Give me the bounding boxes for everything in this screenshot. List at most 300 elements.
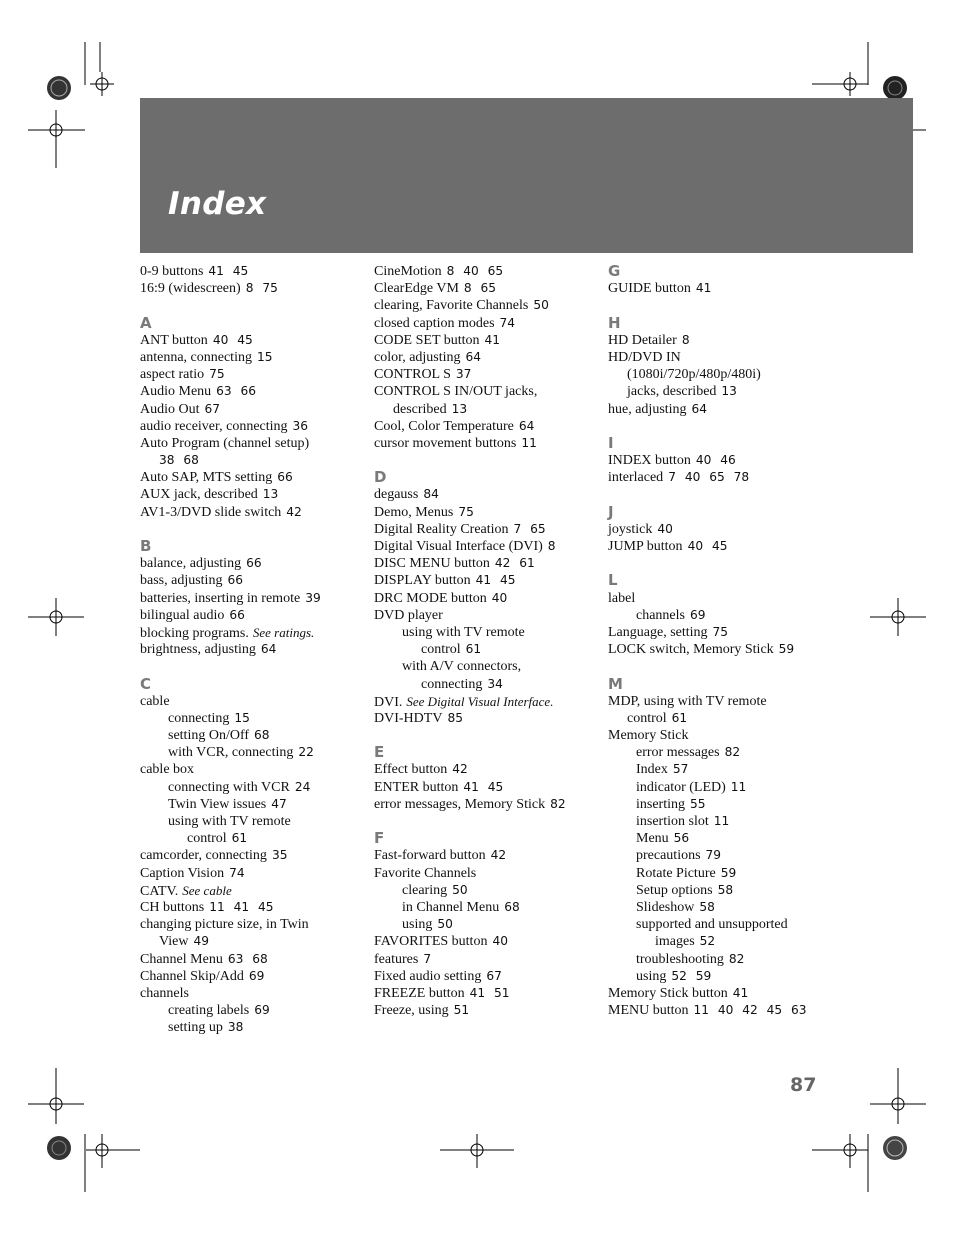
entry-page-refs: 38 68 [159, 453, 199, 468]
index-column-1 [140, 263, 372, 1036]
entry-term: Rotate Picture [636, 865, 716, 881]
section-letter-i: I [608, 433, 614, 452]
section-letter-m: M [608, 674, 623, 693]
index-entry [374, 263, 606, 280]
entry-page-refs: 82 [724, 745, 741, 760]
entry-term: in Channel Menu [402, 899, 500, 915]
entry-term: jacks, described [627, 384, 717, 400]
entry-term: MDP, using with TV remote [608, 693, 767, 709]
entry-term: DISC MENU button [374, 556, 490, 572]
entry-term: HD/DVD IN [608, 349, 681, 365]
entry-page-refs: 13 [262, 487, 279, 502]
index-entry [608, 985, 840, 1002]
entry-page-refs: 42 61 [494, 556, 535, 571]
entry-term: Auto SAP, MTS setting [140, 470, 273, 486]
entry-term: control [421, 642, 461, 658]
entry-term: color, adjusting [374, 349, 461, 365]
index-entry [374, 280, 606, 297]
entry-page-refs: 69 [689, 607, 706, 622]
entry-page-refs: 7 [423, 951, 432, 966]
index-entry [140, 624, 372, 641]
entry-term: Favorite Channels [374, 865, 477, 881]
index-entry [608, 933, 840, 950]
entry-page-refs: 52 59 [671, 968, 712, 983]
entry-see-reference: See cable [182, 882, 232, 898]
entry-term: Channel Skip/Add [140, 968, 244, 984]
index-entry [374, 865, 606, 882]
entry-page-refs: 69 [248, 968, 265, 983]
index-entry [374, 779, 606, 796]
index-entry [140, 555, 372, 572]
entry-page-refs: 64 [691, 401, 708, 416]
index-entry [374, 418, 606, 435]
entry-term: aspect ratio [140, 367, 205, 383]
entry-page-refs: 49 [193, 934, 209, 949]
index-entry [140, 486, 372, 503]
entry-page-refs: 38 [227, 1020, 244, 1035]
index-entry [140, 469, 372, 486]
entry-page-refs: 66 [246, 556, 262, 571]
index-entry [140, 418, 372, 435]
index-entry [140, 504, 372, 521]
entry-term: interlaced [608, 470, 664, 486]
index-entry [374, 916, 606, 933]
entry-term: Effect button [374, 762, 448, 778]
index-entry [608, 641, 840, 658]
entry-page-refs: 8 65 [463, 281, 497, 296]
index-entry [140, 263, 372, 280]
index-entry [608, 744, 840, 761]
entry-page-refs: 58 [717, 882, 734, 897]
index-entry [608, 1002, 840, 1019]
entry-term: features [374, 951, 419, 967]
index-entry [140, 916, 372, 933]
entry-page-refs: 66 [229, 607, 245, 622]
entry-page-refs: 42 [286, 504, 302, 519]
section-letter-f: F [374, 829, 385, 848]
entry-page-refs: 58 [699, 899, 715, 914]
index-entry [140, 401, 372, 418]
entry-page-refs: 50 [452, 882, 468, 897]
section-letter-d: D [374, 468, 387, 487]
entry-term: Fixed audio setting [374, 968, 482, 984]
entry-term: indicator (LED) [636, 779, 726, 795]
index-entry [374, 1002, 606, 1019]
entry-term: 16:9 (widescreen) [140, 281, 241, 297]
entry-page-refs: 51 [453, 1003, 470, 1018]
entry-page-refs: 41 45 [463, 779, 504, 794]
entry-page-refs: 41 45 [475, 573, 516, 588]
entry-term: error messages, Memory Stick [374, 796, 546, 812]
entry-term: clearing [402, 882, 448, 898]
entry-page-refs: 74 [229, 865, 245, 880]
entry-page-refs: 75 [458, 504, 474, 519]
entry-term: with A/V connectors, [402, 659, 522, 675]
section-letter-b: B [140, 537, 152, 555]
entry-term: creating labels [168, 1003, 250, 1019]
entry-page-refs: 64 [518, 418, 535, 433]
entry-page-refs: 11 40 42 45 63 [693, 1003, 807, 1018]
entry-page-refs: 8 75 [245, 281, 278, 296]
entry-term: Auto Program (channel setup) [140, 435, 310, 451]
index-entry [140, 572, 372, 589]
index-entry [608, 538, 840, 555]
section-letter-h: H [608, 313, 621, 332]
entry-page-refs: 66 [277, 470, 293, 485]
index-entry [374, 297, 606, 314]
index-entry [374, 332, 606, 349]
entry-page-refs: 40 45 [687, 539, 728, 553]
index-entry [374, 538, 606, 555]
entry-term: AV1-3/DVD slide switch [140, 504, 282, 520]
entry-term: bilingual audio [140, 607, 225, 623]
index-entry [608, 865, 840, 882]
entry-page-refs: 63 68 [227, 951, 268, 966]
entry-term: Demo, Menus [374, 504, 454, 520]
index-entry [140, 744, 372, 761]
entry-page-refs: 50 [437, 917, 453, 932]
index-entry [140, 366, 372, 383]
entry-term: using [402, 917, 433, 933]
entry-page-refs: 79 [705, 848, 722, 863]
index-entry [140, 882, 372, 899]
entry-term: cable box [140, 762, 195, 778]
index-entry [374, 315, 606, 332]
entry-term: control [187, 831, 227, 847]
entry-page-refs: 13 [721, 384, 737, 399]
entry-term: ClearEdge VM [374, 281, 459, 297]
index-entry [374, 555, 606, 572]
entry-page-refs: 74 [499, 315, 516, 330]
entry-term: joystick [608, 521, 653, 537]
section-letter-c: C [140, 674, 152, 693]
entry-term: channels [140, 985, 189, 1001]
entry-term: 0-9 buttons [140, 264, 204, 279]
entry-term: ENTER button [374, 779, 459, 795]
entry-term: camcorder, connecting [140, 848, 267, 864]
entry-term: degauss [374, 487, 419, 503]
index-entry [140, 383, 372, 400]
index-entry [374, 693, 606, 710]
index-entry [140, 761, 372, 778]
index-entry [374, 658, 606, 675]
entry-term: brightness, adjusting [140, 642, 256, 658]
entry-see-reference: See ratings. [252, 624, 315, 640]
entry-page-refs: 63 66 [216, 384, 257, 399]
entry-term: Menu [636, 831, 669, 847]
index-entry [374, 933, 606, 950]
entry-page-refs: 47 [271, 796, 287, 811]
entry-term: Channel Menu [140, 951, 223, 967]
index-entry [374, 847, 606, 864]
entry-term: control [627, 710, 667, 726]
entry-term: connecting [421, 676, 483, 692]
entry-term: GUIDE button [608, 281, 691, 297]
entry-page-refs: 40 46 [695, 453, 736, 468]
index-entry [140, 1002, 372, 1019]
index-entry [374, 401, 606, 418]
entry-page-refs: 82 [728, 951, 745, 966]
index-entry [608, 796, 840, 813]
entry-term: CineMotion [374, 264, 442, 279]
index-entry [374, 796, 606, 813]
entry-term: connecting with VCR [168, 779, 290, 795]
entry-page-refs: 41 [695, 281, 712, 296]
index-entry [608, 813, 840, 830]
entry-page-refs: 61 [671, 710, 688, 725]
entry-page-refs: 34 [487, 676, 503, 691]
index-entry [608, 830, 840, 847]
index-entry [374, 882, 606, 899]
index-entry [374, 504, 606, 521]
index-entry [140, 779, 372, 796]
entry-page-refs: 8 [681, 332, 690, 347]
entry-see-reference: See Digital Visual Interface. [406, 693, 554, 709]
index-entry [374, 676, 606, 693]
entry-term: LOCK switch, Memory Stick [608, 642, 774, 658]
entry-page-refs: 39 [305, 590, 321, 605]
index-entry [374, 435, 606, 452]
entry-page-refs: 40 [657, 521, 673, 536]
index-entry [374, 624, 606, 641]
entry-term: Caption Vision [140, 865, 225, 881]
entry-page-refs: 36 [292, 418, 309, 433]
entry-page-refs: 75 [712, 624, 729, 639]
entry-page-refs: 64 [260, 642, 277, 657]
index-entry [608, 779, 840, 796]
index-entry [608, 452, 840, 469]
index-entry [140, 813, 372, 830]
entry-term: Language, setting [608, 624, 708, 640]
index-entry [608, 332, 840, 349]
entry-page-refs: 69 [254, 1003, 270, 1018]
index-entry [374, 521, 606, 538]
index-entry [608, 693, 840, 710]
entry-term: FREEZE button [374, 985, 465, 1001]
entry-term: setting On/Off [168, 728, 250, 744]
index-column-2 [374, 263, 606, 1019]
index-entry [608, 899, 840, 916]
entry-page-refs: 85 [447, 710, 463, 725]
index-entry [608, 383, 840, 400]
index-entry [140, 865, 372, 882]
index-entry [140, 968, 372, 985]
entry-term: ANT button [140, 332, 208, 348]
entry-term: setting up [168, 1020, 223, 1036]
section-letter-j: J [608, 502, 614, 521]
index-entry [608, 847, 840, 864]
entry-term: audio receiver, connecting [140, 418, 288, 434]
index-entry [608, 727, 840, 744]
entry-term: FAVORITES button [374, 934, 488, 950]
entry-page-refs: 68 [504, 899, 520, 914]
index-entry [608, 521, 840, 538]
index-entry [608, 469, 840, 486]
entry-term: View [159, 934, 189, 950]
entry-page-refs: 75 [209, 367, 225, 382]
index-entry [608, 401, 840, 418]
entry-term: clearing, Favorite Channels [374, 298, 529, 314]
section-letter-g: G [608, 262, 621, 280]
entry-term: Twin View issues [168, 796, 267, 812]
entry-term: balance, adjusting [140, 556, 242, 572]
entry-term: CODE SET button [374, 332, 480, 348]
entry-page-refs: 41 [484, 332, 501, 347]
entry-term: described [393, 401, 447, 417]
entry-page-refs: 67 [204, 401, 221, 416]
entry-term: cable [140, 693, 170, 709]
index-entry [608, 710, 840, 727]
entry-term: bass, adjusting [140, 573, 223, 589]
entry-term: Setup options [636, 882, 713, 898]
index-entry [140, 933, 372, 950]
index-entry [608, 968, 840, 985]
index-entry [608, 916, 840, 933]
entry-term: antenna, connecting [140, 349, 252, 365]
entry-term: error messages [636, 745, 720, 761]
entry-term: closed caption modes [374, 315, 495, 331]
entry-page-refs: 56 [673, 831, 690, 846]
entry-page-refs: 15 [256, 349, 273, 364]
section-letter-a: A [140, 313, 152, 332]
index-entry [140, 830, 372, 847]
entry-term: Freeze, using [374, 1003, 449, 1019]
entry-term: Audio Menu [140, 384, 212, 400]
index-entry [374, 607, 606, 624]
entry-term: connecting [168, 710, 230, 726]
entry-term: hue, adjusting [608, 401, 687, 417]
entry-term: cursor movement buttons [374, 435, 517, 451]
entry-term: Digital Reality Creation [374, 521, 509, 537]
index-entry [140, 1019, 372, 1036]
entry-term: inserting [636, 796, 685, 812]
entry-page-refs: 42 [452, 762, 468, 777]
index-entry [140, 796, 372, 813]
entry-page-refs: 37 [455, 367, 472, 382]
entry-term: DVD player [374, 607, 443, 623]
entry-term: Index [636, 762, 668, 778]
entry-term: Fast-forward button [374, 848, 486, 864]
entry-page-refs: 68 [254, 728, 270, 743]
index-entry [608, 882, 840, 899]
index-entry [140, 452, 372, 469]
entry-term: channels [636, 607, 685, 623]
index-entry [608, 761, 840, 778]
entry-term: HD Detailer [608, 332, 677, 348]
index-entry [140, 710, 372, 727]
entry-page-refs: 35 [271, 848, 288, 863]
index-entry [608, 607, 840, 624]
entry-term: troubleshooting [636, 951, 724, 967]
entry-term: CH buttons [140, 899, 205, 915]
entry-page-refs: 11 [713, 814, 730, 828]
index-entry [608, 349, 840, 366]
entry-term: Digital Visual Interface (DVI) [374, 539, 543, 554]
index-entry [608, 280, 840, 297]
index-entry [140, 727, 372, 744]
entry-term: (1080i/720p/480p/480i) [627, 367, 761, 383]
entry-page-refs: 11 [521, 435, 537, 450]
index-entry [374, 951, 606, 968]
entry-term: batteries, inserting in remote [140, 590, 301, 606]
entry-term: label [608, 590, 636, 606]
entry-term: Audio Out [140, 401, 200, 417]
entry-page-refs: 40 [491, 590, 508, 605]
entry-term: Cool, Color Temperature [374, 418, 514, 434]
entry-term: JUMP button [608, 539, 683, 554]
index-entry [140, 847, 372, 864]
index-entry [608, 951, 840, 968]
index-entry [374, 366, 606, 383]
entry-page-refs: 82 [550, 796, 566, 811]
index-entry [374, 710, 606, 727]
index-entry [140, 951, 372, 968]
entry-page-refs: 52 [699, 934, 716, 949]
title-banner [140, 98, 913, 253]
index-entry [374, 968, 606, 985]
index-entry [374, 985, 606, 1002]
entry-page-refs: 84 [423, 487, 439, 502]
entry-page-refs: 57 [672, 762, 689, 777]
entry-page-refs: 67 [486, 968, 502, 983]
entry-term: using [636, 968, 667, 984]
entry-term: DVI. [374, 694, 403, 710]
index-entry [374, 590, 606, 607]
entry-page-refs: 64 [465, 349, 482, 364]
entry-page-refs: 59 [778, 642, 795, 657]
index-entry [374, 899, 606, 916]
index-entry [140, 349, 372, 366]
entry-term: insertion slot [636, 814, 709, 829]
entry-page-refs: 8 [547, 539, 556, 553]
entry-term: precautions [636, 848, 701, 864]
entry-term: using with TV remote [168, 814, 291, 829]
entry-term: DRC MODE button [374, 590, 487, 606]
entry-term: DISPLAY button [374, 573, 471, 589]
entry-page-refs: 61 [465, 642, 482, 657]
index-entry [140, 607, 372, 624]
entry-term: images [655, 934, 695, 950]
entry-page-refs: 66 [227, 573, 243, 588]
entry-term: blocking programs. [140, 625, 249, 641]
entry-page-refs: 61 [231, 831, 248, 846]
entry-page-refs: 11 41 45 [209, 899, 274, 914]
index-entry [608, 366, 840, 383]
page-title: Index [168, 186, 267, 222]
entry-term: INDEX button [608, 453, 691, 469]
entry-page-refs: 7 40 65 78 [668, 470, 750, 485]
index-entry [374, 761, 606, 778]
section-letter-l: L [608, 571, 618, 590]
entry-term: CATV. [140, 883, 179, 899]
entry-page-refs: 41 45 [208, 264, 249, 278]
index-entry [140, 435, 372, 452]
entry-term: supported and unsupported [636, 917, 788, 933]
index-column-3 [608, 263, 840, 1019]
entry-page-refs: 41 51 [469, 985, 510, 1000]
entry-term: CONTROL S [374, 367, 451, 383]
index-entry [374, 349, 606, 366]
entry-page-refs: 40 [492, 934, 508, 949]
index-entry [140, 693, 372, 710]
entry-page-refs: 7 65 [513, 521, 546, 536]
entry-term: MENU button [608, 1003, 689, 1019]
index-entry [140, 280, 372, 297]
index-entry [140, 985, 372, 1002]
page-number: 87 [790, 1074, 817, 1096]
entry-page-refs: 40 45 [212, 332, 253, 347]
entry-page-refs: 59 [720, 865, 737, 880]
